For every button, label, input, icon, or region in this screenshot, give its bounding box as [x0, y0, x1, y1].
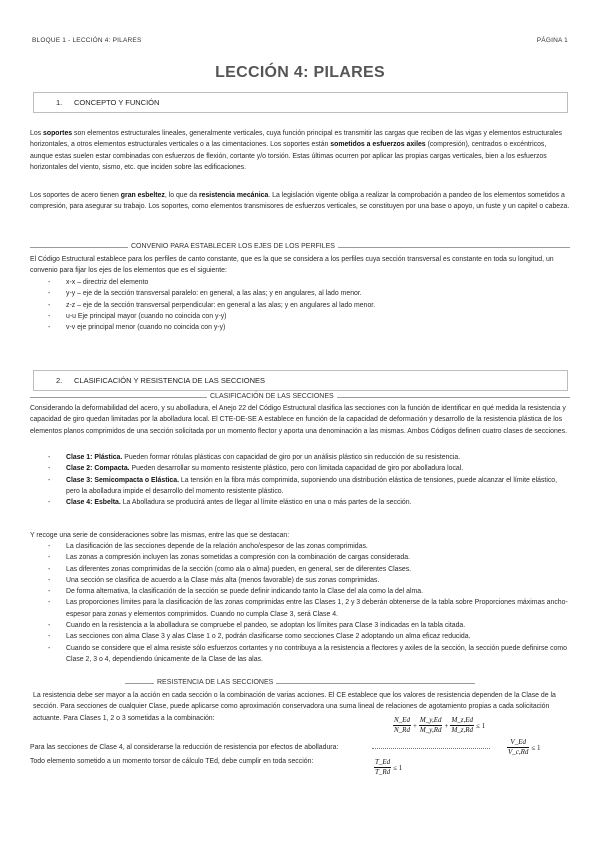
- list-item: - Cuando se considere que el alma resiste sólo esfuerzos cortantes y no contribuya a la resistencia a flectores y axiles de la sección, la sección puede definirse como Clase 2, 3 o 4, dependiendo únicamente de la Clase de las alas.: [30, 643, 570, 666]
- torsion-formula: [373, 758, 403, 777]
- list-item: - Las secciones con alma Clase 3 y alas Clase 1 o 2, podrán clasificarse como secciones Clase 2 adoptando un alma eficaz reducida.: [30, 631, 570, 642]
- shear-formula: [506, 738, 542, 757]
- text: Pueden desarrollar su momento resistente plástico, pero con limitada capacidad de giro por abolladura local.: [129, 465, 464, 473]
- paragraph-convenio: El Código Estructural establece para los perfiles de canto constante, que es la que se considera a los perfiles cuya sección transversal es constante en toda su longitud, un convenio para fijar los ejes de los elementos que es el siguiente:: [30, 256, 554, 275]
- section-number: 2.: [56, 376, 63, 385]
- numerator: T_Ed: [375, 758, 391, 766]
- paragraph-clasificacion: Considerando la deformabilidad del acero, y su abolladura, el Anejo 22 del Código Estructural clasifica las secciones con la función de identificar en qué medida la resistencia y capacidad de giro quedan limitadas por la abolladura local. El CTE-DE-SE A establece en función de la capacidad de deformación y desarrollo de la resistencia plástica de los elementos planos comprimidos de una sección solicitada por un momento flector y aporta una denominación a las mismas. Ambos Códigos definen cuatro clases de secciones.: [30, 405, 567, 435]
- leader-dots: [372, 748, 490, 749]
- list-item: - z-z – eje de la sección transversal perpendicular: en general a las alas; y en angulares al lado menor.: [30, 300, 570, 311]
- numerator: M_z,Ed: [451, 716, 474, 724]
- text: La tensión en la fibra más comprimida, suponiendo una distribución elástica de tensiones, puede alcanzar el límite elástico, pero la abolladura impide el desarrollo del momento resistente plástico.: [66, 476, 558, 495]
- list-item-clase-2: [30, 463, 570, 474]
- text: (compresión), centrados o excéntricos, aunque estas suelen estar combinadas con esfuerzos de flexión, cortante y/o torsión. Estas últimas ocurren por aplicar las propias cargas verticales, bien a los esfuerzos horizontales del viento, sismo, etc. que inciden sobre las edificaciones.: [30, 141, 547, 171]
- page-title: LECCIÓN 4: PILARES: [215, 64, 385, 81]
- text: Los: [30, 130, 44, 137]
- section-number: 1.: [56, 98, 63, 107]
- section-title: CLASIFICACIÓN Y RESISTENCIA DE LAS SECCIONES: [74, 376, 266, 385]
- denominator: M_z,Rd: [451, 726, 474, 734]
- text: son elementos estructurales lineales, generalmente verticales, cuya función principal es transmitir las cargas que reciben de las vigas y elementos estructurales horizontales, a otros elementos estructurales verticales o a las cimentaciones. Los soportes están: [30, 130, 563, 149]
- interaction-formula: $\frac{N\_Ed}{N\_Rd}$ + $\frac{M\_y,Ed}{M\_y,Rd}$ + $\frac{M\_z,Ed}{M\_z,Rd}$ ≤ 1: [394, 716, 486, 734]
- bold-term: Clase 4: Esbelta.: [66, 499, 121, 507]
- bold-term: Clase 2: Compacta.: [66, 465, 130, 473]
- list-item-clase-4: [30, 497, 570, 508]
- subheading-clasificacion: [30, 392, 570, 402]
- section-heading-clasificacion: [33, 370, 568, 391]
- text: Pueden formar rótulas plásticas con capacidad de giro por un análisis plástico sin reducción de su resistencia.: [122, 454, 461, 461]
- list-item: - La clasificación de las secciones depende de la relación ancho/espesor de las zonas comprimidas.: [30, 541, 570, 552]
- text: La Abolladura se producirá antes de llegar al límite elástico en una o más partes de la sección.: [120, 499, 412, 507]
- section-heading-concepto: [33, 92, 568, 113]
- list-item: - Las proporciones límites para la clasificación de las zonas comprimidas entre las Clases 1, 2 y 3 deberán obtenerse de la tabla sobre Proporciones máximas ancho-espesor para zonas y elementos comprimidos. Cuando no cumpla Clase 3, será Clase 4.: [30, 597, 570, 620]
- bold-term: Clase 3: Semicompacta o Elástica.: [66, 476, 179, 484]
- running-header-left: BLOQUE 1 - LECCIÓN 4: PILARES: [32, 37, 142, 44]
- bold-term: resistencia mecánica: [198, 192, 269, 199]
- list-item: - x-x – directriz del elemento: [30, 277, 570, 288]
- paragraph-clase-4: Para las secciones de Clase 4, al considerarse la reducción de resistencia por efectos de abolladura:: [30, 744, 339, 751]
- paragraph-torsor: Todo elemento sometido a un momento torsor de cálculo TEd, debe cumplir en toda sección:: [30, 758, 314, 765]
- classes-list: [30, 452, 570, 508]
- subheading-label: CLASIFICACIÓN DE LAS SECCIONES: [207, 392, 337, 402]
- subheading-resistencia: [30, 678, 570, 688]
- bold-term: Clase 1: Plástica.: [66, 454, 123, 461]
- page-number: PÁGINA 1: [536, 37, 568, 44]
- section-title: CONCEPTO Y FUNCIÓN: [74, 98, 160, 107]
- list-item: - Una sección se clasifica de acuerdo a la Clase más alta (menos favorable) de sus zonas comprimidas.: [30, 575, 570, 586]
- bold-term: sometidos a esfuerzos axiles: [330, 141, 426, 149]
- numerator: N_Ed: [394, 716, 410, 724]
- relation: ≤ 1: [393, 763, 403, 772]
- bold-term: soportes: [43, 130, 73, 137]
- numerator: M_y,Ed: [419, 716, 442, 724]
- list-item: - u-u Eje principal mayor (cuando no coincida con y-y): [30, 311, 570, 322]
- list-item-clase-1: [30, 452, 570, 463]
- text: Los soportes de acero tienen: [30, 192, 121, 199]
- relation: ≤ 1: [531, 743, 541, 752]
- text: . La legislación vigente obliga a realizar la comprobación a pandeo de los elementos sometidos a compresión, para asegurar su trabajo. Los soportes, como elementos transmisores de esfuerzos verticales, se constituyen por una base o apoyo, un fuste y un capitel o cabeza.: [30, 192, 570, 211]
- numerator: V_Ed: [507, 738, 529, 748]
- relation: ≤ 1: [476, 721, 486, 730]
- list-item-clase-3: [30, 475, 570, 498]
- denominator: M_y,Rd: [419, 726, 442, 734]
- subheading-label: RESISTENCIA DE LAS SECCIONES: [154, 678, 276, 688]
- bold-term: gran esbeltez: [120, 192, 165, 199]
- subheading-convenio-ejes: [30, 242, 570, 252]
- paragraph-resistencia: La resistencia debe ser mayor a la acción en cada sección o la combinación de varias acciones. El CE establece que los valores de resistencia dependen de la Clase de la sección. Para secciones de cualquier Clase, puede aplicarse como aproximación conservadora una suma lineal de relaciones de agotamiento propias a cada solicitación actuante. Para Clases 1, 2 o 3 sometidas a la combinación:: [33, 692, 556, 722]
- subheading-label: CONVENIO PARA ESTABLECER LOS EJES DE LOS PERFILES: [128, 242, 338, 252]
- list-item: - y-y – eje de la sección transversal paralelo: en general, a las alas; y en angulares, al lado menor.: [30, 288, 570, 299]
- paragraph-consideraciones: Y recoge una serie de consideraciones sobre las mismas, entre las que se destacan:: [30, 532, 290, 539]
- denominator: N_Rd: [394, 726, 410, 734]
- list-item: - v-v eje principal menor (cuando no coincida con y-y): [30, 322, 570, 333]
- paragraph-soportes-acero: [30, 190, 570, 213]
- list-item: - Las diferentes zonas comprimidas de la sección (como ala o alma) pueden, en general, ser de diferentes Clases.: [30, 564, 570, 575]
- denominator: V_c,Rd: [508, 748, 529, 756]
- text: , lo que da: [164, 192, 199, 199]
- list-item: - De forma alternativa, la clasificación de la sección se puede definir indicando tanto la Clase del ala como la del alma.: [30, 586, 570, 597]
- denominator: T_Rd: [375, 768, 391, 776]
- considerations-list: [30, 541, 570, 665]
- list-item: - Cuando en la resistencia a la abolladura se compruebe el pandeo, se adoptan los límites para Clase 3 indicadas en la tabla citada.: [30, 620, 570, 631]
- paragraph-soportes: [30, 128, 570, 173]
- axes-list: [30, 277, 570, 333]
- list-item: - Las zonas a compresión incluyen las zonas sometidas a compresión con la combinación de cargas considerada.: [30, 552, 570, 563]
